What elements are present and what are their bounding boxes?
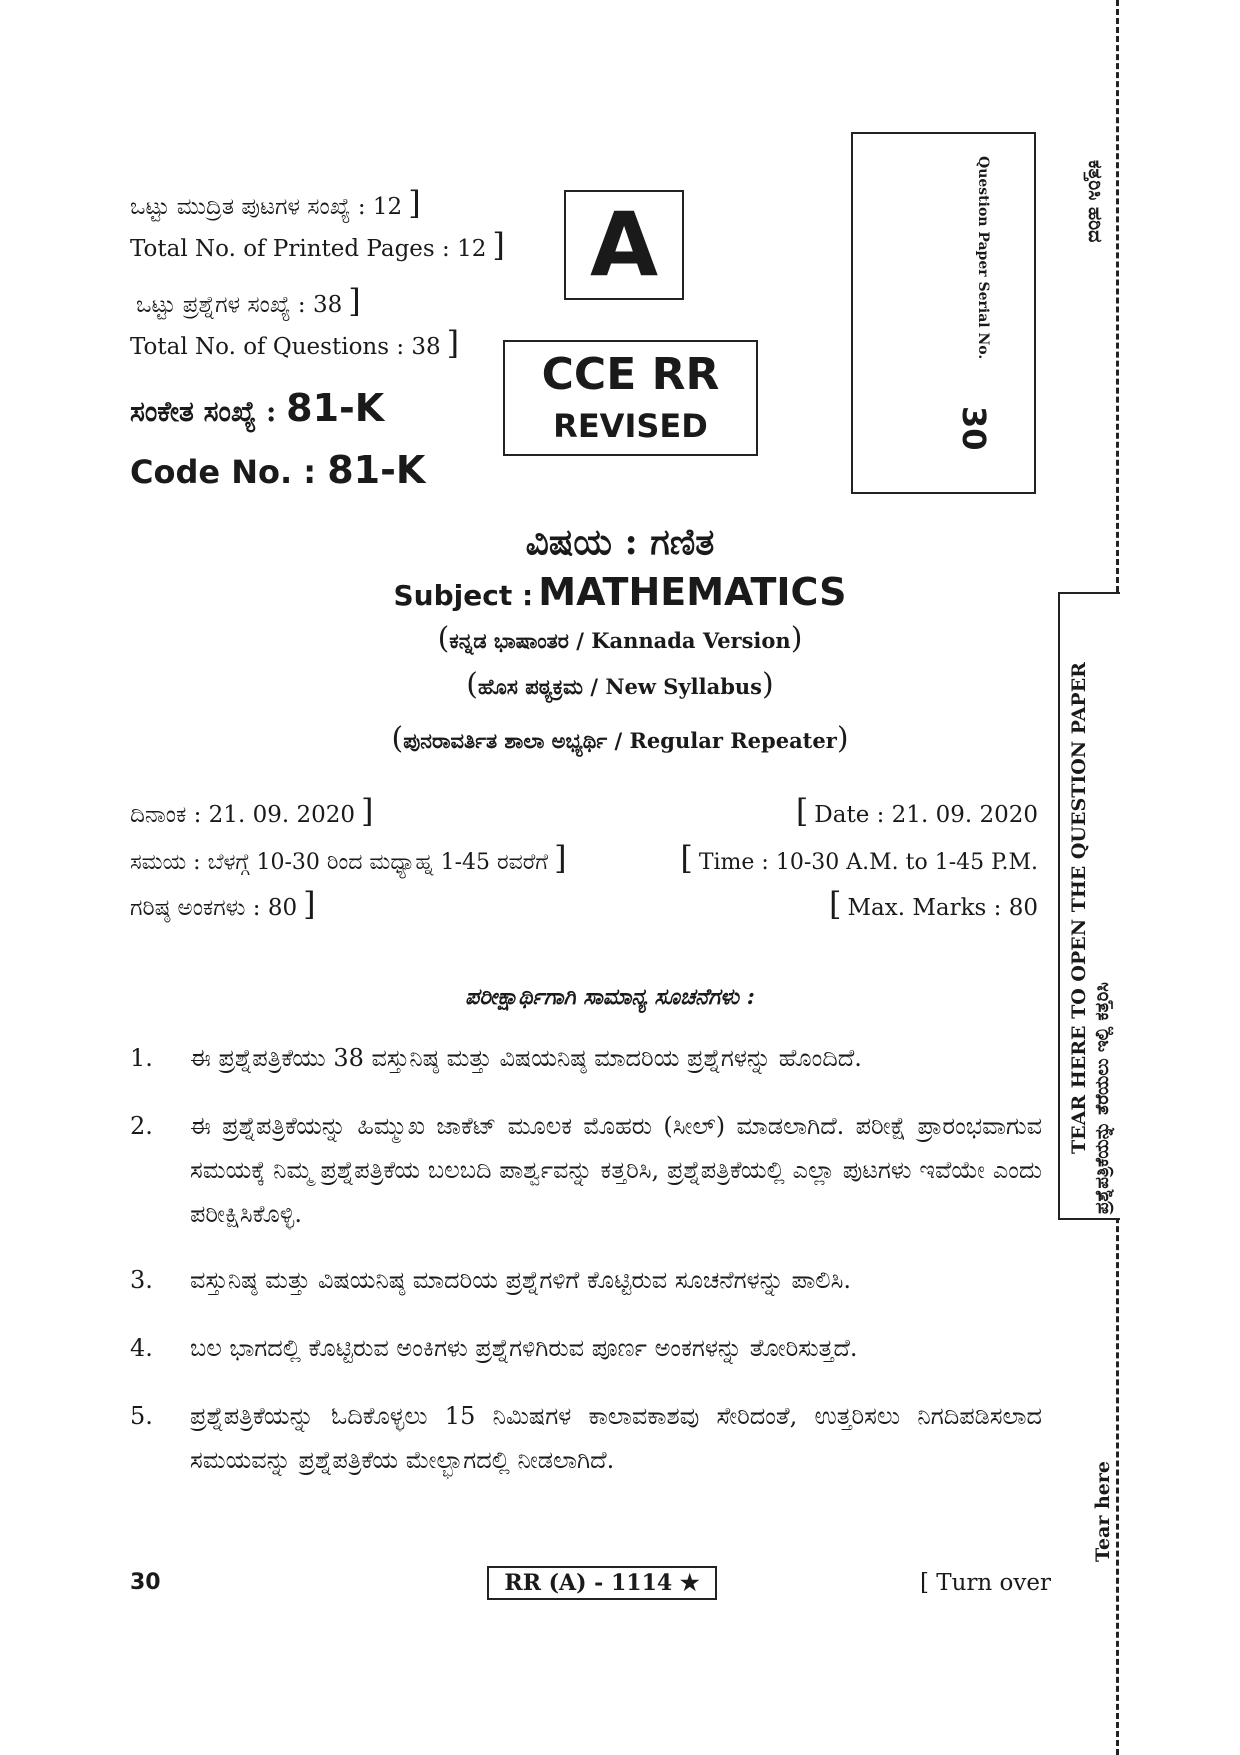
version-letter-box: A <box>564 190 684 300</box>
revised-label: REVISED <box>553 407 708 445</box>
printed-pages-kannada: ಒಟ್ಟು ಮುದ್ರಿತ ಪುಟಗಳ ಸಂಖ್ಯೆ : 12 ] <box>130 184 421 222</box>
instructions-heading: ಪರೀಕ್ಷಾರ್ಥಿಗಾಗಿ ಸಾಮಾನ್ಯ ಸೂಚನೆಗಳು : <box>465 984 755 1010</box>
serial-number-value: 30 <box>955 406 993 451</box>
time-english: [ Time : 10-30 A.M. to 1-45 P.M. <box>680 839 1038 877</box>
printed-pages-english: Total No. of Printed Pages : 12 ] <box>130 226 505 264</box>
tear-here-english: TEAR HERE TO OPEN THE QUESTION PAPER <box>1068 662 1090 1154</box>
kannada-version-line: (ಕನ್ನಡ ಭಾಷಾಂತರ / Kannada Version) <box>437 621 803 656</box>
tear-label-kannada-top: ಕತ್ತರಿಸಿ ಹರಿದ <box>1084 160 1106 243</box>
date-english: [ Date : 21. 09. 2020 <box>795 792 1038 830</box>
serial-number-label: Question Paper Serial No. <box>975 156 991 360</box>
regular-repeater-line: (ಪುನರಾವರ್ತಿತ ಶಾಲಾ ಅಭ್ಯರ್ಥಿ / Regular Repeater) <box>391 721 849 756</box>
code-number-english: Code No. : 81-K <box>130 448 426 492</box>
page-serial-number: 30 <box>130 1570 161 1595</box>
serial-number-box <box>851 132 1036 494</box>
code-number-kannada: ಸಂಕೇತ ಸಂಖ್ಯೆ : 81-K <box>130 386 385 430</box>
date-kannada: ದಿನಾಂಕ : 21. 09. 2020 ] <box>130 792 374 830</box>
tear-here-small: Tear here <box>1092 1461 1114 1562</box>
tear-here-kannada: ಪ್ರಶ್ನೆಪತ್ರಿಕೆಯನ್ನು ತೆರೆಯಲು ಇಲ್ಲಿ ಕತ್ತರಿಸಿ <box>1092 982 1113 1214</box>
instruction-item: 3. ವಸ್ತುನಿಷ್ಠ ಮತ್ತು ವಿಷಯನಿಷ್ಠ ಮಾದರಿಯ ಪ್ರಶ್ನೆಗಳಿಗೆ ಕೊಟ್ಟಿರುವ ಸೂಚನೆಗಳನ್ನು ಪಾಲಿಸಿ. <box>130 1266 851 1294</box>
cce-rr-revised-box <box>503 340 758 456</box>
max-marks-kannada: ಗರಿಷ್ಠ ಅಂಕಗಳು : 80 ] <box>130 885 316 923</box>
instruction-item: 5. ಪ್ರಶ್ನೆಪತ್ರಿಕೆಯನ್ನು ಓದಿಕೊಳ್ಳಲು 15 ನಿಮಿಷಗಳ ಕಾಲಾವಕಾಶವು ಸೇರಿದಂತೆ, ಉತ್ತರಿಸಲು ನಿಗದಿಪಡಿಸಲಾದ ಸಮಯವನ್ನು ಪ್ರಶ್ನೆಪತ್ರಿಕೆಯ ಮೇಲ್ಭಾಗದಲ್ಲಿ ನೀಡಲಾಗಿದೆ. <box>130 1402 1042 1474</box>
subject-kannada: ವಿಷಯ : ಗಣಿತ <box>525 521 715 563</box>
instruction-item: 4. ಬಲ ಭಾಗದಲ್ಲಿ ಕೊಟ್ಟಿರುವ ಅಂಕಿಗಳು ಪ್ರಶ್ನೆಗಳಿಗಿರುವ ಪೂರ್ಣ ಅಂಕಗಳನ್ನು ತೋರಿಸುತ್ತದೆ. <box>130 1334 858 1362</box>
new-syllabus-line: (ಹೊಸ ಪಠ್ಯಕ್ರಮ / New Syllabus) <box>466 667 774 702</box>
questions-english: Total No. of Questions : 38 ] <box>130 324 460 362</box>
instruction-item: 1. ಈ ಪ್ರಶ್ನೆಪತ್ರಿಕೆಯು 38 ವಸ್ತುನಿಷ್ಠ ಮತ್ತು ವಿಷಯನಿಷ್ಠ ಮಾದರಿಯ ಪ್ರಶ್ನೆಗಳನ್ನು ಹೊಂದಿದೆ. <box>130 1044 862 1072</box>
subject-english: Subject : MATHEMATICS <box>393 570 847 614</box>
questions-kannada: ಒಟ್ಟು ಪ್ರಶ್ನೆಗಳ ಸಂಖ್ಯೆ : 38 ] <box>136 282 361 320</box>
turn-over-label: [ Turn over <box>920 1570 1052 1596</box>
footer-code-box: RR (A) - 1114 ★ <box>487 1566 717 1600</box>
instruction-item: 2. ಈ ಪ್ರಶ್ನೆಪತ್ರಿಕೆಯನ್ನು ಹಿಮ್ಮುಖ ಜಾಕೆಟ್ ಮೂಲಕ ಮೊಹರು (ಸೀಲ್) ಮಾಡಲಾಗಿದೆ. ಪರೀಕ್ಷೆ ಪ್ರಾರಂಭವಾಗುವ ಸಮಯಕ್ಕೆ ನಿಮ್ಮ ಪ್ರಶ್ನೆಪತ್ರಿಕೆಯ ಬಲಬದಿ ಪಾರ್ಶ್ವವನ್ನು ಕತ್ತರಿಸಿ, ಪ್ರಶ್ನೆಪತ್ರಿಕೆಯಲ್ಲಿ ಎಲ್ಲಾ ಪುಟಗಳು ಇವೆಯೇ ಎಂದು ಪರೀಕ್ಷಿಸಿಕೊಳ್ಳಿ. <box>130 1112 1042 1228</box>
time-kannada: ಸಮಯ : ಬೆಳಗ್ಗೆ 10-30 ರಿಂದ ಮಧ್ಯಾಹ್ನ 1-45 ರವರೆಗೆ ] <box>130 839 567 877</box>
max-marks-english: [ Max. Marks : 80 <box>829 885 1038 923</box>
cce-rr-label: CCE RR <box>541 349 720 400</box>
